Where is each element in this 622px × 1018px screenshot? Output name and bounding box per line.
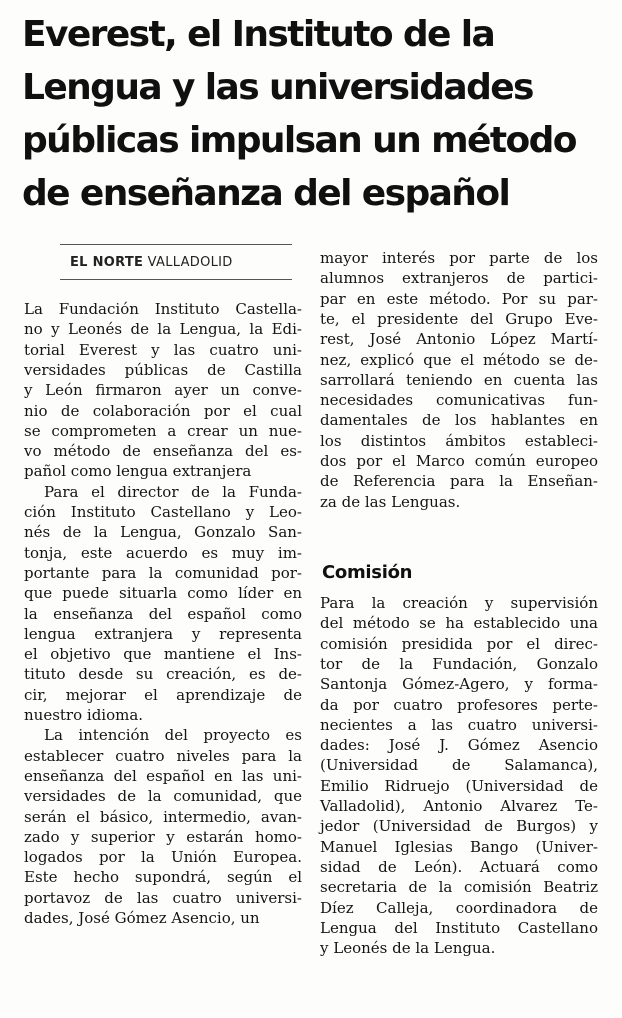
headline-line: públicas impulsan un método [22, 120, 576, 161]
text-line: no y Leonés de la Lengua, la Edi- [24, 320, 302, 339]
text-line: logados por la Unión Europea. [24, 848, 302, 867]
text-line: Este hecho supondrá, según el [24, 868, 302, 887]
text-line: portante para la comunidad por- [24, 563, 302, 582]
text-line: Santonja Gómez-Agero, y forma- [320, 675, 598, 694]
text-line: y León firmaron ayer un conve- [24, 381, 302, 400]
text-line: versidades de la comunidad, que [24, 787, 302, 806]
text-line: rest, José Antonio López Martí- [320, 330, 598, 349]
text-line: mayor interés por parte de los [320, 249, 598, 267]
text-line: Para el director de la Funda- [44, 482, 302, 501]
text-line: damentales de los hablantes en [320, 411, 598, 430]
byline-rule-bottom [60, 279, 292, 280]
text-line: dos por el Marco común europeo [320, 452, 598, 470]
text-line: tor de la Fundación, Gonzalo [320, 654, 598, 673]
text-line: pañol como lengua extranjera [24, 462, 252, 481]
text-line: Manuel Iglesias Bango (Univer- [320, 837, 598, 856]
text-line: sarrollará teniendo en cuenta las [320, 370, 598, 389]
text-line: dades, José Gómez Asencio, un [24, 909, 260, 927]
text-line: torial Everest y las cuatro uni- [24, 340, 302, 359]
headline-line: de enseñanza del español [22, 173, 510, 214]
text-line: sidad de León). Actuará como [320, 857, 598, 876]
text-line: lengua extranjera y representa [24, 624, 302, 643]
text-line: necientes a las cuatro universi- [320, 715, 598, 734]
text-line: comisión presidida por el direc- [320, 634, 598, 653]
byline [70, 255, 233, 270]
text-line: Valladolid), Antonio Alvarez Te- [320, 797, 598, 815]
headline-line: Lengua y las universidades [22, 67, 533, 108]
text-line: nuestro idioma. [24, 706, 144, 724]
byline-source: EL NORTE [70, 255, 144, 270]
text-line: La Fundación Instituto Castella- [24, 300, 302, 318]
text-line: da por cuatro profesores perte- [320, 695, 598, 714]
text-line: ción Instituto Castellano y Leo- [24, 503, 302, 521]
text-line: La intención del proyecto es [44, 726, 302, 745]
text-line: jedor (Universidad de Burgos) y [320, 817, 598, 836]
text-line: nez, explicó que el método se de- [320, 350, 598, 369]
text-line: te, el presidente del Grupo Eve- [320, 309, 598, 328]
byline-rule-top [60, 244, 292, 245]
text-line: versidades públicas de Castilla [24, 360, 302, 379]
text-line: (Universidad de Salamanca), [320, 756, 598, 775]
headline-line: Everest, el Instituto de la [22, 14, 495, 55]
text-line: tituto desde su creación, es de- [24, 665, 302, 684]
text-line: necesidades comunicativas fun- [320, 391, 598, 410]
text-line: establecer cuatro niveles para la [24, 746, 302, 765]
text-line: el objetivo que mantiene el Ins- [24, 645, 302, 664]
text-line: serán el básico, intermedio, avan- [24, 807, 302, 826]
text-line: nés de la Lengua, Gonzalo San- [24, 523, 302, 542]
headline [22, 8, 612, 220]
text-line: vo método de enseñanza del es- [24, 442, 302, 461]
text-line: par en este método. Por su par- [320, 289, 598, 308]
byline-place: VALLADOLID [147, 255, 233, 270]
text-line: se comprometen a crear un nue- [24, 421, 302, 440]
text-line: dades: José J. Gómez Asencio [320, 736, 598, 755]
text-line: zado y superior y estarán homo- [24, 827, 302, 846]
text-line: enseñanza del español en las uni- [24, 766, 302, 785]
text-line: cir, mejorar el aprendizaje de [24, 685, 302, 704]
text-line: secretaria de la comisión Beatriz [320, 878, 598, 897]
text-line: alumnos extranjeros de partici- [320, 269, 598, 288]
text-line: za de las Lenguas. [320, 492, 461, 511]
text-line: nio de colaboración por el cual [24, 401, 302, 420]
text-line: Díez Calleja, coordinadora de [320, 898, 598, 917]
text-line: Emilio Ridruejo (Universidad de [320, 776, 598, 795]
text-line: tonja, este acuerdo es muy im- [24, 543, 302, 562]
text-line: los distintos ámbitos estableci- [320, 431, 598, 450]
text-line: y Leonés de la Lengua. [320, 939, 496, 958]
text-line: Para la creación y supervisión [320, 594, 598, 612]
text-line: de Referencia para la Enseñan- [320, 472, 598, 491]
text-line: Lengua del Instituto Castellano [320, 918, 598, 937]
text-line: la enseñanza del español como [24, 604, 302, 623]
section-subhead: Comisión [322, 562, 413, 583]
text-line: portavoz de las cuatro universi- [24, 888, 302, 907]
text-line: del método se ha establecido una [320, 614, 598, 633]
text-line: que puede situarla como líder en [24, 584, 302, 603]
